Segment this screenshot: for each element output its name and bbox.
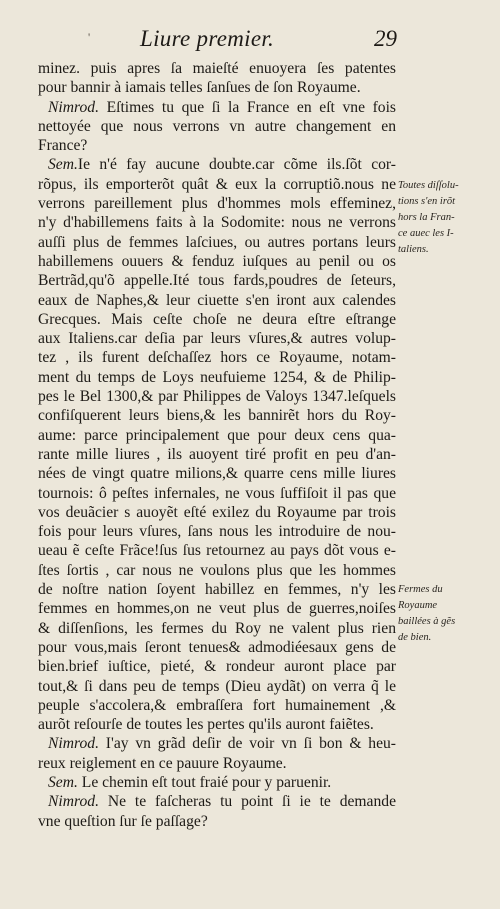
text-line [38, 638, 396, 657]
margin-note-line: taliens. [398, 244, 429, 255]
line-text: rante mille liures , ils auoyent tiré profit en peu d'an- [38, 445, 396, 463]
line-text: vne queſtion ſur ſe paſſage? [38, 812, 208, 830]
line-text: minez. puis apres ſa maieſté enuoyera ſes patentes [38, 60, 396, 77]
line-text: femmes en hommes,on ne veut plus de guerres,noiſes [38, 600, 396, 618]
margin-note-line: Toutes diſſolu- [398, 180, 459, 191]
speaker-name: Sem. [48, 773, 78, 791]
text-line [38, 136, 396, 155]
line-text: ſtes ſortis , car nous ne voulons plus que les hommes [38, 561, 396, 579]
text-line [38, 175, 396, 194]
text-line [38, 387, 396, 406]
speaker-name: Nimrod. [48, 793, 99, 811]
margin-note-line: Royaume [398, 600, 438, 611]
text-line [38, 348, 396, 367]
line-text: aux Italiens.car deſia par leurs vſures,& autres volup- [38, 330, 396, 348]
text-line [38, 677, 396, 696]
margin-note-fermes [398, 582, 478, 646]
line-text: peuple s'accolera,& embraſſera fort humainement ,& [38, 696, 396, 714]
text-line [38, 213, 396, 232]
line-text: nettoyée que nous verrons vn autre changement en [38, 117, 396, 135]
line-text: habillemens ouuers & fenduz iuſques au penil ou os [38, 252, 396, 270]
signature-mark: ' [88, 30, 91, 44]
line-text: aume: parce principalement que pour deux cens qua- [38, 426, 396, 444]
line-text: Ne te faſcheras tu point ſi ie te demande [98, 793, 396, 811]
line-text: Ie n'é fay aucune doubte.car cõme ils.ſõt cor- [77, 156, 396, 174]
line-text: Grecques. Mais ceſte choſe ne deura eſtre eſtrange [38, 310, 396, 328]
text-line [38, 792, 396, 811]
text-line [38, 754, 396, 773]
line-text: rõpus, ils emporterõt quât & eux la corruptiõ.nous ne [38, 175, 396, 193]
text-line [38, 117, 396, 136]
text-line [38, 59, 396, 78]
line-text: aurõt reſourſe de toutes les pertes qu'ils auront faiẽtes. [38, 716, 374, 734]
text-line [38, 271, 396, 290]
text-line [38, 561, 396, 580]
line-text: tez , ils furent deſchaſſez hors ce Royaume, notam- [38, 349, 396, 367]
text-line [38, 368, 396, 387]
text-line [38, 484, 396, 503]
page-header [40, 24, 400, 54]
margin-note-line: Fermes du [398, 584, 443, 595]
line-text: I'ay vn grãd deſir de voir vn ſi bon & heu- [98, 735, 396, 753]
text-line [38, 464, 396, 483]
text-line [38, 233, 396, 252]
line-text: ueau ẽ ceſte Frãce!ſus ſus retournez au pays dõt vous e- [38, 542, 396, 560]
margin-note-dissolutions [398, 178, 478, 258]
line-text: vos deuãcier s auoyẽt eſté exilez du Royaume par trois [38, 503, 396, 521]
line-text: auſſi plus de femmes laſciues, ou autres portans leurs [38, 233, 396, 251]
text-line [38, 194, 396, 213]
line-text: tournois: ô peſtes infernales, ne vous ſuffiſoit il pas que [38, 484, 396, 502]
margin-note-line: de bien. [398, 632, 432, 643]
text-line [38, 252, 396, 271]
text-line [38, 773, 396, 792]
text-line [38, 812, 396, 831]
text-line [38, 580, 396, 599]
text-line [38, 522, 396, 541]
line-text: verrons pareillement plus d'hommes mols effeminez, [38, 195, 396, 213]
text-line [38, 78, 396, 97]
line-text: nées de vingt quatre milions,& quarre cens mille liures [38, 465, 396, 483]
line-text: Eſtimes tu que ſi la France en eſt vne fois [98, 98, 396, 116]
line-text: ment du temps de Loys neufuieme 1254, & de Philip- [38, 368, 396, 386]
text-line [38, 426, 396, 445]
line-text: & diſſenſions, les fermes du Roy ne valent plus rien [38, 619, 396, 637]
line-text: de noſtre nation ſoyent habillez en femmes, n'y les [38, 581, 396, 599]
text-line [38, 734, 396, 753]
text-line [38, 445, 396, 464]
text-line [38, 599, 396, 618]
line-text: tout,& ſi dans peu de temps (Dieu aydãt) on verra q̃ le [38, 677, 396, 695]
text-line [38, 715, 396, 734]
line-text: Bertrãd,qu'õ appelle.Ité tous fards,poudres de ſeteurs, [38, 272, 396, 290]
running-title: Liure premier. [140, 26, 275, 51]
text-line [38, 329, 396, 348]
speaker-name: Nimrod. [48, 98, 99, 116]
margin-note-line: baillées à gẽs [398, 616, 456, 627]
line-text: France? [38, 137, 88, 155]
page-number: 29 [374, 26, 397, 51]
line-text: pour vous,mais ſeront tenues& admodiéesaux gens de [38, 638, 396, 656]
text-line [38, 310, 396, 329]
text-line [38, 657, 396, 676]
margin-note-line: hors la Fran- [398, 212, 455, 223]
margin-note-line: ce auec les I- [398, 228, 454, 239]
text-line [38, 503, 396, 522]
text-line [38, 155, 396, 174]
text-line [38, 291, 396, 310]
line-text: reux reiglement en ce pauure Royaume. [38, 754, 287, 772]
line-text: pour bannir à iamais telles ſanſues de ſon Royaume. [38, 79, 361, 97]
body-text [38, 59, 396, 831]
text-line [38, 98, 396, 117]
line-text: n'y d'habillemens faits à la Sodomite: nous ne verrons [38, 214, 396, 232]
line-text: bien.brief iuſtice, pieté, & rondeur auront place par [38, 658, 396, 676]
text-line [38, 619, 396, 638]
margin-note-line: tions s'en irõt [398, 196, 456, 207]
text-line [38, 696, 396, 715]
text-line [38, 406, 396, 425]
speaker-name: Sem. [48, 156, 78, 174]
speaker-name: Nimrod. [48, 735, 99, 753]
line-text: fois pour leurs vſures, ſans nous les introduire de nou- [38, 523, 396, 541]
text-line [38, 541, 396, 560]
line-text: pes le Bel 1300,& par Philippes de Valoys 1347.leſquels [38, 388, 396, 406]
line-text: eaux de Naphes,& leur ciuette s'en iront aux calendes [38, 291, 396, 309]
line-text: confiſquerent leurs biens,& les bannirẽt hors du Roy- [38, 407, 396, 425]
line-text: Le chemin eſt tout fraié pour y paruenir. [77, 773, 332, 791]
